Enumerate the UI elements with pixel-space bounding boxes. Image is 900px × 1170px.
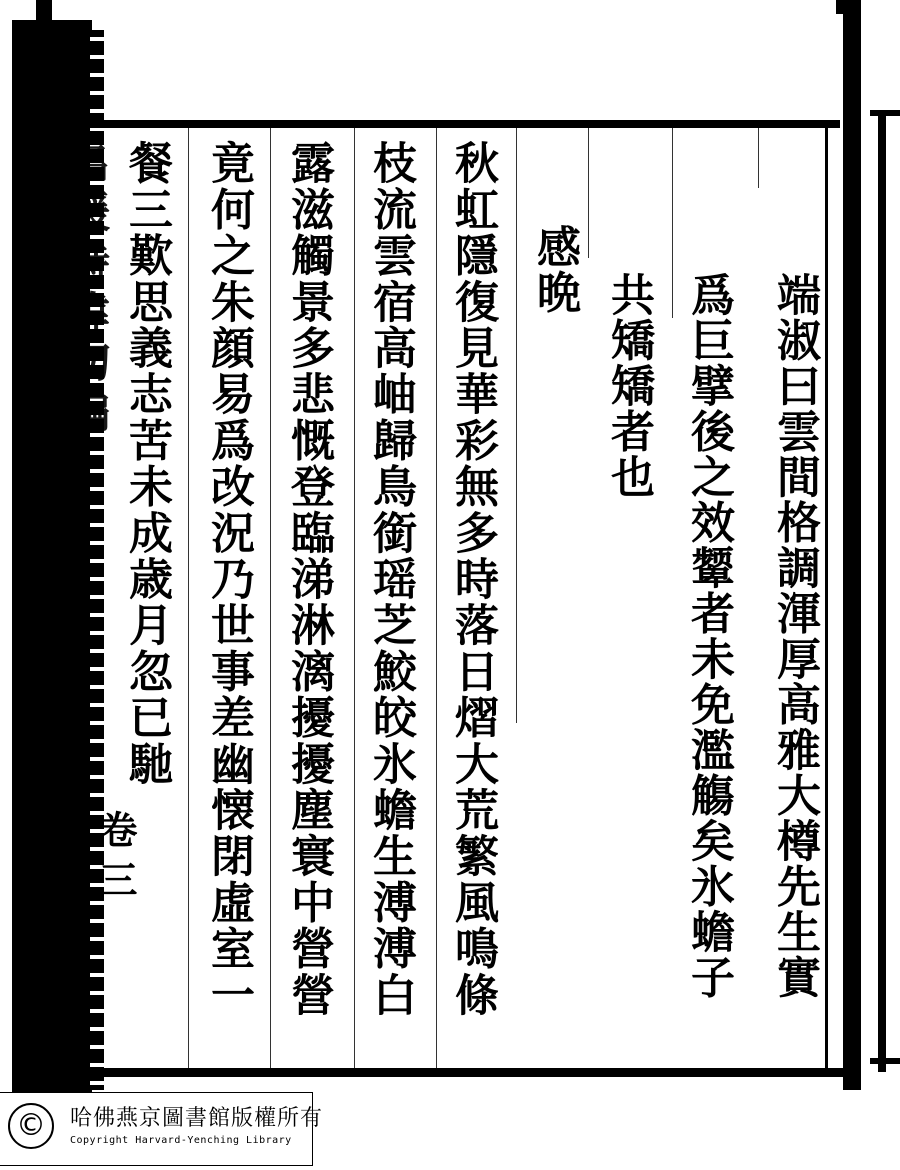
column-rule xyxy=(354,128,355,1068)
column-rule xyxy=(758,128,759,188)
column-rule xyxy=(436,128,437,1068)
text-column: 枝流雲宿高岫歸鳥銜瑶芝鮫皎氷蟾生溥溥白 xyxy=(365,140,416,1018)
scan-speck xyxy=(36,0,52,20)
column-rule xyxy=(516,128,517,723)
text-column: 餐三歎思義志苦未成歳月忽已馳 xyxy=(121,140,172,787)
poem-title: 感晩 xyxy=(529,224,580,315)
adjacent-page-corner xyxy=(870,110,900,116)
margin-title: 名媛詩緯初編 xyxy=(62,140,111,440)
text-column: 端淑曰雲間格調渾厚高雅大樽先生實 xyxy=(769,272,820,1000)
text-column: 共矯矯者也 xyxy=(603,272,654,500)
copyright-icon: © xyxy=(8,1103,54,1149)
frame-right-border xyxy=(843,0,861,1090)
column-rule xyxy=(270,128,271,1068)
copyright-notice xyxy=(0,1092,324,1166)
text-column: 秋虹隱復見華彩無多時落日熠大荒繁風鳴條 xyxy=(447,140,498,1018)
adjacent-page-corner xyxy=(870,1058,900,1064)
frame-top-border xyxy=(80,120,840,128)
margin-volume: 卷三 xyxy=(93,810,138,910)
frame-bottom-border xyxy=(80,1068,850,1077)
text-column: 爲巨擘後之效颦者未免濫觴矣氷蟾子 xyxy=(683,272,734,1000)
column-rule xyxy=(188,128,189,1068)
column-rule xyxy=(588,128,589,258)
frame-right-inner-border xyxy=(825,125,828,1070)
text-column: 露滋觸景多悲慨登臨涕淋漓擾擾塵寰中營營 xyxy=(283,140,334,1018)
copyright-text-english: Copyright Harvard-Yenching Library xyxy=(70,1135,292,1146)
adjacent-page-edge xyxy=(878,112,886,1072)
column-rule xyxy=(672,128,673,318)
copyright-text-chinese: 哈佛燕京圖書館版權所有 xyxy=(70,1106,324,1131)
text-column: 竟何之朱顔易爲改況乃世事差幽懐閉虛室一 xyxy=(203,140,254,1018)
